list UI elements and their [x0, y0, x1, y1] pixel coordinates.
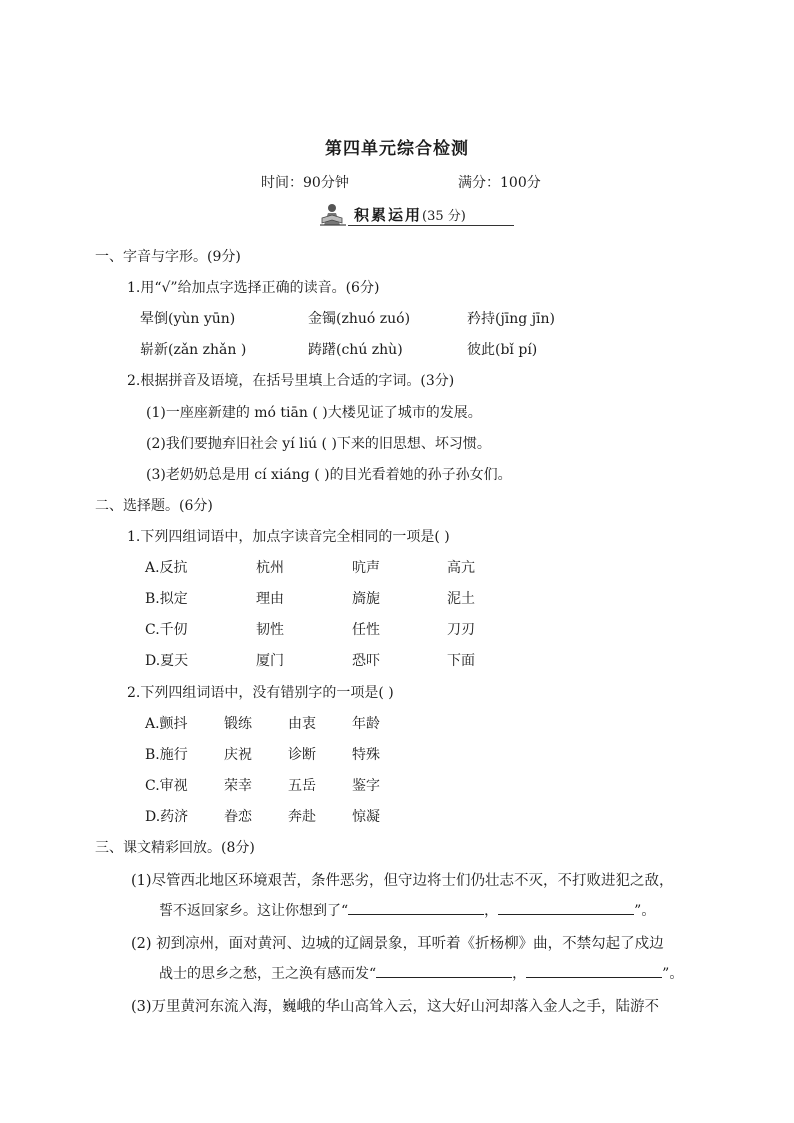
- banner-label: 积累运用(35 分): [354, 206, 466, 224]
- choice-word: 厦门: [256, 653, 284, 669]
- recall-item-text: (3)万里黄河东流入海，巍峨的华山高耸入云，这大好山河却落入金人之手，陆游不: [131, 999, 660, 1015]
- choice-word: 韧性: [256, 622, 284, 638]
- choice-word: 眷恋: [224, 809, 252, 825]
- question-2-1-prompt: 1.下列四组词语中，加点字读音完全相同的一项是( ): [127, 529, 450, 545]
- choice-word: 惊凝: [352, 809, 380, 825]
- answer-blank[interactable]: [526, 963, 662, 978]
- pinyin-option[interactable]: 金镯(zhuó zuó): [308, 311, 411, 327]
- choice-word: 鉴字: [352, 778, 380, 794]
- choice-word: 荣幸: [224, 778, 252, 794]
- choice-option-d[interactable]: D.夏天: [145, 653, 189, 669]
- section-1-heading: 一、字音与字形。(9分): [95, 249, 241, 265]
- pinyin-option[interactable]: 踌躇(chú zhù): [308, 342, 403, 358]
- choice-word: 理由: [256, 591, 284, 607]
- choice-word: 任性: [352, 622, 380, 638]
- recall-item-text: (2) 初到凉州，面对黄河、边城的辽阔景象，耳听着《折杨柳》曲，不禁勾起了戍边: [131, 936, 664, 952]
- reading-figure-icon: [318, 203, 348, 227]
- recall-item-answer-line: 战士的思乡之愁，王之涣有感而发“ ， ”。: [159, 963, 683, 983]
- choice-option-c[interactable]: C.审视: [145, 778, 188, 794]
- choice-word: 泥土: [447, 591, 475, 607]
- choice-word: 杭州: [256, 560, 284, 576]
- choice-word: 五岳: [288, 778, 316, 794]
- choice-option-a[interactable]: A.颤抖: [145, 716, 188, 732]
- choice-option-b[interactable]: B.施行: [145, 747, 188, 763]
- banner-points: (35 分): [422, 209, 466, 224]
- section-3-heading: 三、课文精彩回放。(8分): [95, 840, 255, 856]
- answer-blank[interactable]: [498, 900, 634, 915]
- answer-blank[interactable]: [376, 963, 512, 978]
- choice-option-a[interactable]: A.反抗: [145, 560, 188, 576]
- choice-option-b[interactable]: B.拟定: [145, 591, 188, 607]
- exam-total-score: 满分：100分: [458, 175, 541, 191]
- choice-word: 特殊: [352, 747, 380, 763]
- question-2-2-prompt: 2.下列四组词语中，没有错别字的一项是( ): [127, 685, 394, 701]
- choice-word: 旖旎: [352, 591, 380, 607]
- fill-in-item[interactable]: (3)老奶奶总是用 cí xiáng ( )的目光看着她的孙子孙女们。: [146, 467, 512, 483]
- choice-word: 吭声: [352, 560, 380, 576]
- banner-underline: [348, 225, 514, 226]
- pinyin-option[interactable]: 彼此(bǐ pí): [467, 342, 538, 358]
- pinyin-option[interactable]: 崭新(zǎn zhǎn ): [140, 342, 247, 358]
- choice-word: 下面: [447, 653, 475, 669]
- choice-word: 刀刃: [447, 622, 475, 638]
- question-1-2-prompt: 2.根据拼音及语境，在括号里填上合适的字词。(3分): [127, 373, 455, 389]
- choice-word: 诊断: [288, 747, 316, 763]
- fill-in-item[interactable]: (2)我们要抛弃旧社会 yí liú ( )下来的旧思想、坏习惯。: [146, 436, 491, 452]
- answer-blank[interactable]: [348, 900, 484, 915]
- choice-word: 锻练: [224, 716, 252, 732]
- choice-word: 奔赴: [288, 809, 316, 825]
- fill-in-item[interactable]: (1)一座座新建的 mó tiān ( )大楼见证了城市的发展。: [146, 405, 482, 421]
- pinyin-option[interactable]: 晕倒(yùn yūn): [140, 311, 236, 327]
- choice-word: 庆祝: [224, 747, 252, 763]
- page-title: 第四单元综合检测: [325, 139, 469, 159]
- choice-word: 恐吓: [352, 653, 380, 669]
- choice-option-d[interactable]: D.药济: [145, 809, 189, 825]
- choice-word: 高亢: [447, 560, 475, 576]
- choice-word: 年龄: [352, 716, 380, 732]
- choice-word: 由衷: [288, 716, 316, 732]
- recall-item-answer-line: 誓不返回家乡。这让你想到了“ ， ”。: [159, 900, 655, 920]
- pinyin-option[interactable]: 矜持(jīng jīn): [467, 311, 556, 327]
- section-2-heading: 二、选择题。(6分): [95, 498, 213, 514]
- recall-item-text: (1)尽管西北地区环境艰苦，条件恶劣，但守边将士们仍壮志不灭，不打败进犯之敌，: [131, 873, 674, 889]
- question-1-1-prompt: 1.用“√”给加点字选择正确的读音。(6分): [127, 280, 380, 296]
- choice-option-c[interactable]: C.千仞: [145, 622, 188, 638]
- exam-time: 时间：90分钟: [261, 175, 349, 191]
